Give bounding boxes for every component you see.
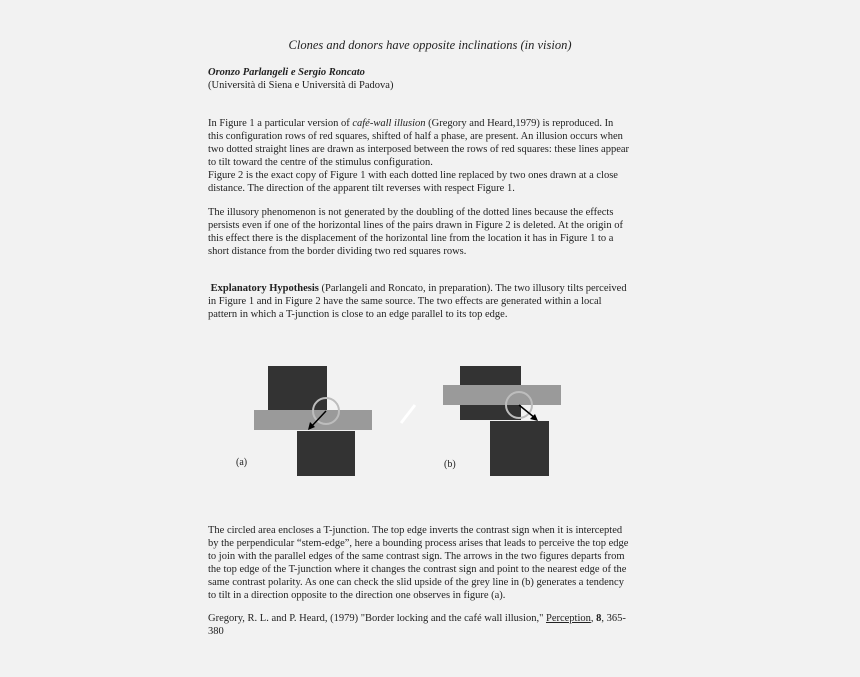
text-line: Figure 2 is the exact copy of Figure 1 with each dotted line replaced by two ones drawn at a close (208, 169, 618, 181)
text-line: to join with the parallel edges of the same contrast sign. The arrows in the two figures departs from (208, 550, 625, 562)
text-line: to tilt in a direction opposite to the direction one observes in figure (a). (208, 589, 506, 601)
text-line: short distance from the border dividing two red squares rows. (208, 245, 467, 257)
text-line: pattern in which a T-junction is close to an edge parallel to its top edge. (208, 308, 508, 320)
figure-t-junctions (230, 360, 570, 480)
text-line: two dotted straight lines are drawn as interposed between the rows of red squares: these lines appear (208, 143, 630, 155)
text-span: , (590, 613, 597, 624)
separator-slash (401, 405, 415, 423)
text-line: distance. The direction of the apparent tilt reverses with respect Figure 1. (208, 182, 515, 194)
text-line: The illusory phenomenon is not generated by the doubling of the dotted lines because the effects (208, 207, 614, 218)
affiliation: (Università di Siena e Università di Padova) (208, 80, 394, 91)
bold-heading: Explanatory Hypothesis (208, 283, 319, 294)
text-line: in Figure 1 and in Figure 2 have the same source. The two effects are generated within a local (208, 295, 602, 307)
text-line: same contrast polarity. As one can check the slid upside of the grey line in (b) generates a tendency (208, 576, 624, 588)
dark-square-bottom-a (297, 431, 355, 476)
paragraph-hypothesis (208, 283, 656, 322)
text-line (208, 283, 656, 296)
text-line (208, 613, 656, 626)
text-line: persists even if one of the horizontal lines of the pairs drawn in Figure 2 is deleted. At the origin of (208, 219, 623, 231)
italic-term: café-wall illusion (352, 118, 426, 129)
text-line: this configuration rows of red squares, shifted of half a phase, are present. An illusion occurs when (208, 130, 623, 142)
text-line (208, 118, 656, 131)
volume-number: 8 (596, 613, 602, 624)
text-line: this effect there is the displacement of the horizontal line from the location it has in Figure 1 to a (208, 232, 614, 244)
text-span: In Figure 1 a particular version of (208, 118, 353, 129)
paper-title: Clones and donors have opposite inclinations (in vision) (288, 38, 572, 52)
paragraph-phenomenon (208, 207, 656, 259)
reference-entry (208, 613, 656, 639)
figure-label-a: (a) (236, 457, 248, 468)
figure-drawing (230, 360, 570, 480)
paragraph-intro (208, 118, 656, 195)
text-line: to tilt toward the centre of the stimulus configuration. (208, 156, 433, 168)
text-span: (Gregory and Heard,1979) is reproduced. In (425, 118, 614, 129)
journal-link[interactable]: Perception (545, 613, 591, 624)
text-line: The circled area encloses a T-junction. The top edge inverts the contrast sign when it is intercepted (208, 525, 623, 536)
paragraph-explanation (208, 525, 656, 602)
dark-square-top-a (268, 366, 327, 412)
dark-square-bottom-b (490, 421, 549, 476)
grey-bar-b (443, 385, 561, 405)
text-line: by the perpendicular “stem-edge”, here a bounding process arises that leads to perceive the top edge (208, 537, 629, 549)
text-line: 380 (208, 625, 224, 637)
figure-label-b: (b) (444, 459, 456, 470)
text-span: Gregory, R. L. and P. Heard, (1979) "Border locking and the café wall illusion," (208, 613, 546, 624)
text-span: , 365- (601, 613, 626, 624)
text-span: (Parlangeli and Roncato, in preparation). The two illusory tilts perceived (318, 283, 627, 294)
text-line: the top edge of the T-junction where it changes the contrast sign and point to the nearest edge of the (208, 563, 627, 575)
authors: Oronzo Parlangeli e Sergio Roncato (208, 67, 365, 78)
